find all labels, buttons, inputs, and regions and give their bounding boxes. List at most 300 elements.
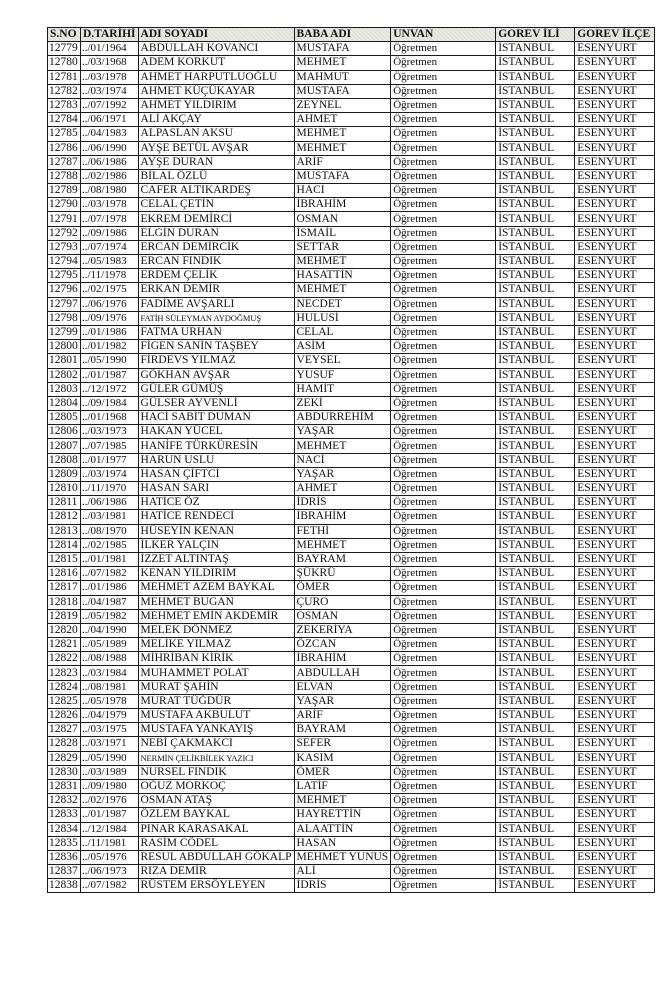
cell-province: İSTANBUL (496, 340, 575, 354)
cell-title: Öğretmen (391, 496, 496, 510)
cell-father-name: ABDULLAH (294, 666, 391, 680)
table-row (48, 382, 655, 396)
cell-province: İSTANBUL (496, 113, 575, 127)
cell-full-name: ADEM KORKUT (138, 56, 294, 70)
table-row (48, 496, 655, 510)
table-row (48, 113, 655, 127)
cell-sno: 12783 (48, 98, 81, 112)
cell-full-name: FİGEN SANİN TAŞBEY (138, 340, 294, 354)
cell-birth-date: ../11/1970 (81, 482, 139, 496)
cell-full-name: ELGİN DURAN (138, 226, 294, 240)
cell-province: İSTANBUL (496, 368, 575, 382)
cell-birth-date: ../04/1979 (81, 709, 139, 723)
cell-province: İSTANBUL (496, 496, 575, 510)
cell-district: ESENYURT (575, 538, 655, 552)
cell-birth-date: ../06/1986 (81, 496, 139, 510)
cell-district: ESENYURT (575, 411, 655, 425)
table-row (48, 737, 655, 751)
cell-title: Öğretmen (391, 836, 496, 850)
cell-title: Öğretmen (391, 368, 496, 382)
cell-sno: 12805 (48, 411, 81, 425)
cell-sno: 12792 (48, 226, 81, 240)
cell-province: İSTANBUL (496, 70, 575, 84)
cell-full-name: HAKAN YÜCEL (138, 425, 294, 439)
cell-birth-date: ../05/1990 (81, 354, 139, 368)
table-row (48, 98, 655, 112)
cell-birth-date: ../06/1990 (81, 141, 139, 155)
cell-sno: 12786 (48, 141, 81, 155)
cell-birth-date: ../04/1983 (81, 127, 139, 141)
cell-district: ESENYURT (575, 226, 655, 240)
cell-district: ESENYURT (575, 127, 655, 141)
cell-district: ESENYURT (575, 510, 655, 524)
cell-district: ESENYURT (575, 141, 655, 155)
cell-title: Öğretmen (391, 425, 496, 439)
cell-full-name: MUSTAFA YANKAYIŞ (138, 723, 294, 737)
cell-birth-date: ../03/1974 (81, 84, 139, 98)
cell-full-name: MUHAMMET POLAT (138, 666, 294, 680)
cell-full-name: KENAN YILDIRIM (138, 567, 294, 581)
cell-sno: 12819 (48, 609, 81, 623)
cell-birth-date: ../07/1982 (81, 567, 139, 581)
table-row (48, 84, 655, 98)
cell-title: Öğretmen (391, 524, 496, 538)
cell-full-name: ALİ AKÇAY (138, 113, 294, 127)
cell-district: ESENYURT (575, 524, 655, 538)
cell-district: ESENYURT (575, 709, 655, 723)
table-row (48, 552, 655, 566)
cell-district: ESENYURT (575, 354, 655, 368)
cell-full-name: HANİFE TÜRKÜRESİN (138, 439, 294, 453)
cell-father-name: ALAATTİN (294, 822, 391, 836)
cell-birth-date: ../08/1988 (81, 652, 139, 666)
cell-father-name: NECDET (294, 297, 391, 311)
cell-father-name: ARİF (294, 709, 391, 723)
cell-full-name: RÜSTEM ERSÖYLEYEN (138, 879, 294, 893)
cell-father-name: FETHİ (294, 524, 391, 538)
cell-sno: 12796 (48, 283, 81, 297)
table-row (48, 482, 655, 496)
cell-title: Öğretmen (391, 354, 496, 368)
cell-birth-date: ../05/1983 (81, 255, 139, 269)
cell-district: ESENYURT (575, 567, 655, 581)
cell-province: İSTANBUL (496, 638, 575, 652)
cell-father-name: MEHMET (294, 56, 391, 70)
cell-district: ESENYURT (575, 850, 655, 864)
cell-district: ESENYURT (575, 879, 655, 893)
cell-sno: 12790 (48, 198, 81, 212)
cell-full-name: ERCAN FINDIK (138, 255, 294, 269)
table-row (48, 70, 655, 84)
cell-district: ESENYURT (575, 751, 655, 765)
cell-district: ESENYURT (575, 425, 655, 439)
cell-sno: 12811 (48, 496, 81, 510)
cell-title: Öğretmen (391, 311, 496, 325)
table-row (48, 822, 655, 836)
cell-title: Öğretmen (391, 794, 496, 808)
cell-full-name: MELİKE YILMAZ (138, 638, 294, 652)
table-row (48, 368, 655, 382)
table-row (48, 184, 655, 198)
cell-birth-date: ../03/1978 (81, 70, 139, 84)
cell-birth-date: ../08/1981 (81, 680, 139, 694)
cell-province: İSTANBUL (496, 439, 575, 453)
cell-birth-date: ../01/1987 (81, 368, 139, 382)
cell-father-name: MEHMET (294, 255, 391, 269)
cell-district: ESENYURT (575, 737, 655, 751)
table-row (48, 255, 655, 269)
cell-birth-date: ../12/1972 (81, 382, 139, 396)
table-row (48, 240, 655, 254)
cell-sno: 12836 (48, 850, 81, 864)
cell-full-name: HATİCE ÖZ (138, 496, 294, 510)
cell-province: İSTANBUL (496, 212, 575, 226)
cell-birth-date: ../03/1975 (81, 723, 139, 737)
cell-full-name: ABDULLAH KOVANCI (138, 42, 294, 56)
cell-province: İSTANBUL (496, 595, 575, 609)
cell-birth-date: ../09/1976 (81, 311, 139, 325)
table-row (48, 396, 655, 410)
cell-title: Öğretmen (391, 552, 496, 566)
cell-province: İSTANBUL (496, 425, 575, 439)
cell-sno: 12785 (48, 127, 81, 141)
table-row (48, 709, 655, 723)
cell-province: İSTANBUL (496, 141, 575, 155)
table-row (48, 226, 655, 240)
cell-sno: 12837 (48, 865, 81, 879)
cell-sno: 12793 (48, 240, 81, 254)
cell-province: İSTANBUL (496, 609, 575, 623)
cell-district: ESENYURT (575, 368, 655, 382)
cell-birth-date: ../01/1964 (81, 42, 139, 56)
cell-district: ESENYURT (575, 297, 655, 311)
cell-sno: 12835 (48, 836, 81, 850)
cell-title: Öğretmen (391, 538, 496, 552)
cell-province: İSTANBUL (496, 581, 575, 595)
cell-birth-date: ../01/1986 (81, 581, 139, 595)
cell-province: İSTANBUL (496, 297, 575, 311)
cell-province: İSTANBUL (496, 709, 575, 723)
cell-birth-date: ../02/1985 (81, 538, 139, 552)
cell-father-name: BAYRAM (294, 723, 391, 737)
cell-province: İSTANBUL (496, 524, 575, 538)
cell-sno: 12801 (48, 354, 81, 368)
cell-title: Öğretmen (391, 396, 496, 410)
table-row (48, 808, 655, 822)
cell-title: Öğretmen (391, 439, 496, 453)
cell-district: ESENYURT (575, 325, 655, 339)
cell-father-name: CELAL (294, 325, 391, 339)
cell-title: Öğretmen (391, 765, 496, 779)
cell-sno: 12813 (48, 524, 81, 538)
cell-province: İSTANBUL (496, 850, 575, 864)
cell-sno: 12821 (48, 638, 81, 652)
cell-sno: 12789 (48, 184, 81, 198)
cell-full-name: PINAR KARASAKAL (138, 822, 294, 836)
cell-full-name: ALPASLAN AKSU (138, 127, 294, 141)
cell-district: ESENYURT (575, 581, 655, 595)
cell-sno: 12798 (48, 311, 81, 325)
cell-sno: 12831 (48, 779, 81, 793)
cell-district: ESENYURT (575, 822, 655, 836)
cell-full-name: HATİCE RENDECİ (138, 510, 294, 524)
cell-title: Öğretmen (391, 198, 496, 212)
cell-full-name: NURSEL FINDIK (138, 765, 294, 779)
cell-father-name: ÇURO (294, 595, 391, 609)
cell-birth-date: ../05/1990 (81, 751, 139, 765)
table-row (48, 467, 655, 481)
table-row (48, 212, 655, 226)
cell-father-name: ALİ (294, 865, 391, 879)
cell-birth-date: ../05/1982 (81, 609, 139, 623)
cell-province: İSTANBUL (496, 84, 575, 98)
cell-full-name: MUSTAFA AKBULUT (138, 709, 294, 723)
cell-province: İSTANBUL (496, 765, 575, 779)
table-row (48, 411, 655, 425)
table-row (48, 311, 655, 325)
cell-full-name: MEHMET EMİN AKDEMİR (138, 609, 294, 623)
cell-district: ESENYURT (575, 382, 655, 396)
cell-province: İSTANBUL (496, 836, 575, 850)
cell-father-name: NACİ (294, 453, 391, 467)
cell-birth-date: ../05/1978 (81, 694, 139, 708)
table-row (48, 638, 655, 652)
table-row (48, 169, 655, 183)
table-row (48, 652, 655, 666)
cell-district: ESENYURT (575, 723, 655, 737)
cell-title: Öğretmen (391, 453, 496, 467)
cell-father-name: İDRİS (294, 496, 391, 510)
cell-full-name: FATMA URHAN (138, 325, 294, 339)
cell-birth-date: ../04/1987 (81, 595, 139, 609)
cell-province: İSTANBUL (496, 865, 575, 879)
table-row (48, 567, 655, 581)
cell-district: ESENYURT (575, 155, 655, 169)
cell-district: ESENYURT (575, 694, 655, 708)
cell-birth-date: ../03/1989 (81, 765, 139, 779)
cell-district: ESENYURT (575, 836, 655, 850)
cell-father-name: YAŞAR (294, 694, 391, 708)
header-province: GOREV İLİ (496, 28, 575, 42)
cell-father-name: ZEYNEL (294, 98, 391, 112)
cell-father-name: HASAN (294, 836, 391, 850)
cell-full-name: EKREM DEMİRCİ (138, 212, 294, 226)
cell-district: ESENYURT (575, 765, 655, 779)
cell-father-name: MEHMET (294, 283, 391, 297)
cell-father-name: ABDURREHİM (294, 411, 391, 425)
cell-father-name: İBRAHİM (294, 198, 391, 212)
cell-title: Öğretmen (391, 482, 496, 496)
cell-father-name: KASIM (294, 751, 391, 765)
table-row (48, 779, 655, 793)
cell-province: İSTANBUL (496, 652, 575, 666)
cell-title: Öğretmen (391, 226, 496, 240)
cell-sno: 12781 (48, 70, 81, 84)
cell-father-name: SETTAR (294, 240, 391, 254)
cell-father-name: MEHMET (294, 538, 391, 552)
cell-birth-date: ../06/1976 (81, 297, 139, 311)
cell-title: Öğretmen (391, 255, 496, 269)
table-row (48, 765, 655, 779)
cell-father-name: ZEKİ (294, 396, 391, 410)
cell-full-name: FATİH SÜLEYMAN AYDOĞMUŞ (138, 311, 294, 325)
cell-province: İSTANBUL (496, 226, 575, 240)
cell-birth-date: ../02/1976 (81, 794, 139, 808)
cell-sno: 12794 (48, 255, 81, 269)
cell-full-name: HACİ SABİT DUMAN (138, 411, 294, 425)
cell-full-name: HÜSEYİN KENAN (138, 524, 294, 538)
cell-father-name: ELVAN (294, 680, 391, 694)
header-full-name: ADI SOYADI (138, 28, 294, 42)
cell-province: İSTANBUL (496, 822, 575, 836)
table-row (48, 269, 655, 283)
cell-birth-date: ../09/1980 (81, 779, 139, 793)
table-row (48, 723, 655, 737)
cell-district: ESENYURT (575, 169, 655, 183)
cell-province: İSTANBUL (496, 411, 575, 425)
cell-father-name: ŞÜKRÜ (294, 567, 391, 581)
header-row (48, 28, 655, 42)
cell-sno: 12814 (48, 538, 81, 552)
table-row (48, 623, 655, 637)
cell-birth-date: ../02/1975 (81, 283, 139, 297)
cell-title: Öğretmen (391, 751, 496, 765)
cell-father-name: SEFER (294, 737, 391, 751)
header-birth-date: D.TARİHİ (81, 28, 139, 42)
cell-district: ESENYURT (575, 184, 655, 198)
cell-birth-date: ../08/1970 (81, 524, 139, 538)
cell-title: Öğretmen (391, 680, 496, 694)
cell-province: İSTANBUL (496, 779, 575, 793)
cell-full-name: MURAT ŞAHİN (138, 680, 294, 694)
cell-title: Öğretmen (391, 595, 496, 609)
cell-full-name: AHMET YILDIRIM (138, 98, 294, 112)
cell-district: ESENYURT (575, 212, 655, 226)
cell-district: ESENYURT (575, 396, 655, 410)
table-row (48, 340, 655, 354)
cell-sno: 12824 (48, 680, 81, 694)
cell-sno: 12834 (48, 822, 81, 836)
table-row (48, 595, 655, 609)
table-row (48, 609, 655, 623)
table-row (48, 510, 655, 524)
cell-district: ESENYURT (575, 340, 655, 354)
cell-district: ESENYURT (575, 70, 655, 84)
cell-district: ESENYURT (575, 808, 655, 822)
cell-full-name: GÖKHAN AVŞAR (138, 368, 294, 382)
cell-province: İSTANBUL (496, 98, 575, 112)
cell-sno: 12807 (48, 439, 81, 453)
table-row (48, 127, 655, 141)
cell-father-name: YAŞAR (294, 425, 391, 439)
cell-title: Öğretmen (391, 340, 496, 354)
cell-birth-date: ../01/1987 (81, 808, 139, 822)
cell-birth-date: ../03/1968 (81, 56, 139, 70)
cell-district: ESENYURT (575, 240, 655, 254)
cell-province: İSTANBUL (496, 325, 575, 339)
table-row (48, 794, 655, 808)
cell-father-name: ZEKERİYA (294, 623, 391, 637)
cell-full-name: ERDEM ÇELİK (138, 269, 294, 283)
cell-sno: 12802 (48, 368, 81, 382)
cell-full-name: OĞUZ MORKOÇ (138, 779, 294, 793)
cell-title: Öğretmen (391, 141, 496, 155)
cell-sno: 12812 (48, 510, 81, 524)
cell-full-name: FADİME AVŞARLI (138, 297, 294, 311)
cell-full-name: AYŞE BETÜL AVŞAR (138, 141, 294, 155)
cell-province: İSTANBUL (496, 198, 575, 212)
cell-full-name: MİHRİBAN KİRİK (138, 652, 294, 666)
table-row (48, 325, 655, 339)
cell-full-name: HASAN ÇİFTCİ (138, 467, 294, 481)
cell-sno: 12829 (48, 751, 81, 765)
cell-title: Öğretmen (391, 581, 496, 595)
cell-sno: 12800 (48, 340, 81, 354)
cell-province: İSTANBUL (496, 723, 575, 737)
personnel-table (47, 27, 655, 893)
cell-district: ESENYURT (575, 311, 655, 325)
cell-title: Öğretmen (391, 779, 496, 793)
cell-full-name: MEHMET BUGAN (138, 595, 294, 609)
cell-district: ESENYURT (575, 113, 655, 127)
table-row (48, 425, 655, 439)
cell-full-name: HARUN USLU (138, 453, 294, 467)
cell-province: İSTANBUL (496, 42, 575, 56)
cell-birth-date: ../06/1971 (81, 113, 139, 127)
cell-sno: 12808 (48, 453, 81, 467)
cell-province: İSTANBUL (496, 283, 575, 297)
cell-district: ESENYURT (575, 638, 655, 652)
cell-sno: 12815 (48, 552, 81, 566)
cell-title: Öğretmen (391, 694, 496, 708)
cell-birth-date: ../01/1968 (81, 411, 139, 425)
cell-province: İSTANBUL (496, 879, 575, 893)
cell-father-name: OSMAN (294, 609, 391, 623)
cell-title: Öğretmen (391, 666, 496, 680)
cell-birth-date: ../01/1981 (81, 552, 139, 566)
table-row (48, 850, 655, 864)
cell-full-name: İZZET ALTINTAŞ (138, 552, 294, 566)
cell-father-name: HULUSİ (294, 311, 391, 325)
cell-full-name: AHMET HARPUTLUOĞLU (138, 70, 294, 84)
cell-father-name: MEHMET YUNUS (294, 850, 391, 864)
cell-district: ESENYURT (575, 623, 655, 637)
table-row (48, 751, 655, 765)
cell-father-name: MEHMET (294, 141, 391, 155)
cell-province: İSTANBUL (496, 269, 575, 283)
cell-full-name: ERKAN DEMİR (138, 283, 294, 297)
table-row (48, 836, 655, 850)
cell-father-name: AHMET (294, 113, 391, 127)
table-row (48, 879, 655, 893)
cell-birth-date: ../05/1976 (81, 850, 139, 864)
table-row (48, 680, 655, 694)
cell-title: Öğretmen (391, 822, 496, 836)
cell-sno: 12833 (48, 808, 81, 822)
cell-father-name: BAYRAM (294, 552, 391, 566)
cell-title: Öğretmen (391, 127, 496, 141)
cell-father-name: İSMAİL (294, 226, 391, 240)
cell-birth-date: ../03/1974 (81, 467, 139, 481)
cell-father-name: AHMET (294, 482, 391, 496)
cell-district: ESENYURT (575, 680, 655, 694)
cell-title: Öğretmen (391, 567, 496, 581)
cell-title: Öğretmen (391, 510, 496, 524)
cell-title: Öğretmen (391, 467, 496, 481)
cell-province: İSTANBUL (496, 467, 575, 481)
cell-birth-date: ../09/1984 (81, 396, 139, 410)
cell-birth-date: ../06/1986 (81, 155, 139, 169)
